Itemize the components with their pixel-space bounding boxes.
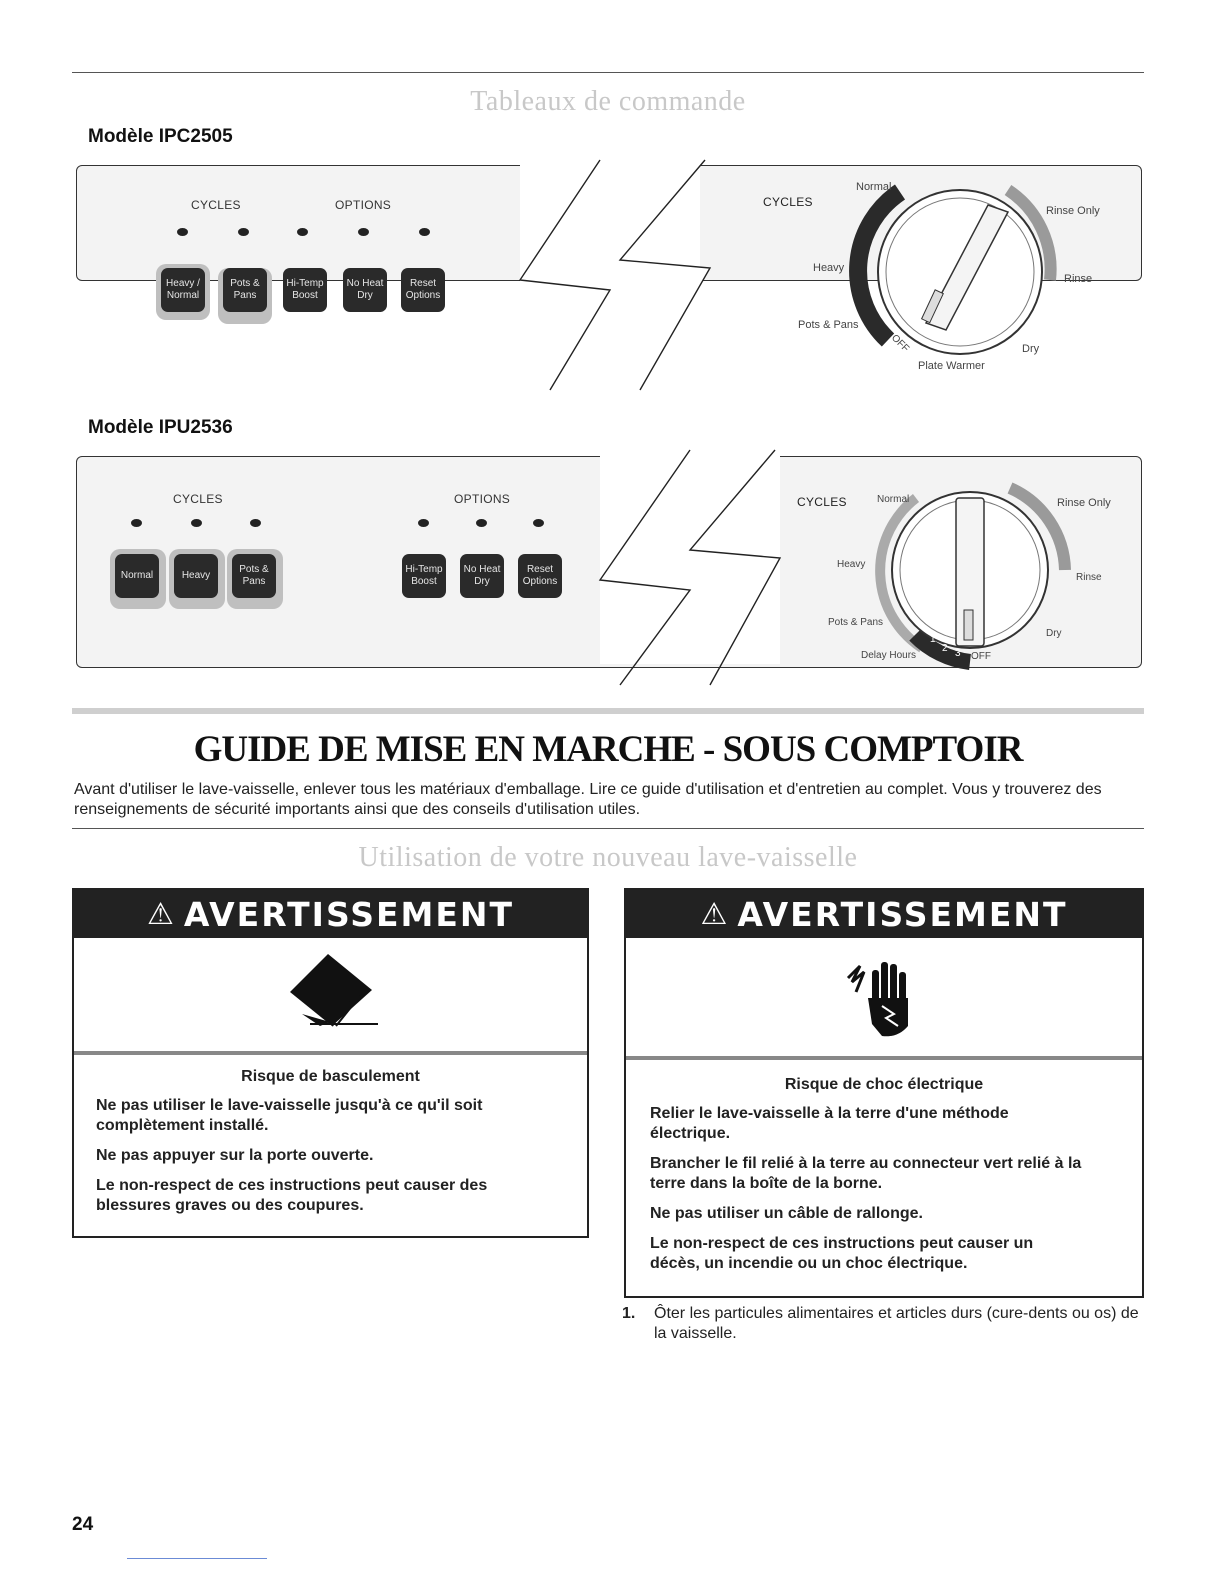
divider-band [72,708,1144,714]
warning-box-tipping [72,888,589,1238]
indicator-light [297,228,308,236]
warning-line: Ne pas appuyer sur la porte ouverte. [96,1147,374,1164]
warning-subtitle: Risque de choc électrique [784,1076,984,1093]
break-mark-ipu2536 [580,440,810,690]
indicator-light [191,519,202,527]
warning-header [626,890,1142,938]
options-label: OPTIONS [454,492,511,506]
warning-line: Ne pas utiliser le lave-vaisselle jusqu'à ce qu'il soit complètement installé. [96,1097,483,1134]
electric-shock-hand-icon [838,948,928,1048]
dial-position-label: Rinse Only [1046,205,1100,217]
delay-hour-number: 2 [942,643,948,654]
dial-position-label: Heavy [837,559,866,570]
dial-position-label: Pots & Pans [798,319,859,331]
warning-triangle-icon: ⚠ [146,896,176,932]
section-rule [72,828,1144,829]
warning-box-electric [624,888,1144,1298]
dial-position-label: Rinse [1064,273,1093,285]
step-number: 1. [622,1305,636,1322]
delay-hour-number: 1 [930,634,936,645]
cycle-dial-ipc2505[interactable] [838,170,1068,370]
warning-line: Le non-respect de ces instructions peut causer des blessures graves ou des coupures. [96,1177,488,1214]
warning-line: Relier le lave-vaisselle à la terre d'une méthode électrique. [650,1105,1009,1142]
indicator-light [358,228,369,236]
warning-header-label: AVERTISSEMENT [737,894,1068,934]
model-label-ipc2505: Modèle IPC2505 [88,126,233,147]
dial-position-label: Pots & Pans [828,617,884,628]
break-mark-ipc2505 [500,150,730,400]
top-rule [72,72,1144,73]
tipping-dishwasher-icon [280,952,390,1040]
hi-temp-boost-button[interactable]: Hi-Temp Boost [283,268,327,312]
warning-line: Le non-respect de ces instructions peut causer un décès, un incendie ou un choc électrique. [650,1235,1034,1272]
warning-line: Brancher le fil relié à la terre au connecteur vert relié à la terre dans la boîte de la borne. [650,1155,1082,1192]
dial-position-label: Heavy [813,262,845,274]
pots-pans-button[interactable]: Pots & Pans [223,268,267,312]
indicator-light [177,228,188,236]
dial-off-label: OFF [889,332,911,355]
warning-header-label: AVERTISSEMENT [183,894,515,934]
reset-options-button[interactable]: Reset Options [518,554,562,598]
pots-pans-button[interactable]: Pots & Pans [232,554,276,598]
no-heat-dry-button[interactable]: No Heat Dry [343,268,387,312]
dial-position-label: Dry [1022,343,1040,355]
warning-subtitle: Risque de basculement [241,1068,420,1085]
dial-position-label: Normal [877,494,910,505]
heavy-normal-button[interactable]: Heavy / Normal [161,268,205,312]
warning-body [74,1068,587,1226]
step-text: Ôter les particules alimentaires et articles durs (cure-dents ou os) de la vaisselle. [654,1305,1139,1342]
page-number: 24 [72,1514,94,1535]
dial-off-label: OFF [971,651,991,662]
section-title-controls: Tableaux de commande [470,86,746,117]
warning-icon-area [626,938,1142,1060]
dial-position-label: Delay Hours [861,650,917,661]
indicator-light [250,519,261,527]
page-title: GUIDE DE MISE EN MARCHE - SOUS COMPTOIR [193,729,1023,770]
footer-line [127,1558,267,1559]
indicator-light [238,228,249,236]
cycles-label: CYCLES [191,198,241,212]
no-heat-dry-button[interactable]: No Heat Dry [460,554,504,598]
heavy-button[interactable]: Heavy [174,554,218,598]
delay-hour-number: 3 [955,648,961,659]
dial-cycles-label: CYCLES [797,495,847,509]
indicator-light [131,519,142,527]
warning-body [626,1076,1142,1284]
indicator-light [533,519,544,527]
dial-position-label: Plate Warmer [918,360,985,372]
dial-position-label: Dry [1046,628,1062,639]
cycles-label: CYCLES [173,492,223,506]
dial-cycles-label: CYCLES [763,195,813,209]
dial-position-label: Rinse [1076,572,1102,583]
warning-triangle-icon: ⚠ [700,896,730,932]
dial-position-label: Rinse Only [1057,497,1111,509]
model-label-ipu2536: Modèle IPU2536 [88,417,233,438]
section-title-usage: Utilisation de votre nouveau lave-vaisselle [358,842,858,873]
options-label: OPTIONS [335,198,392,212]
hi-temp-boost-button[interactable]: Hi-Temp Boost [402,554,446,598]
indicator-light [419,228,430,236]
warning-line: Ne pas utiliser un câble de rallonge. [650,1205,923,1222]
warning-icon-area [74,938,587,1055]
normal-button[interactable]: Normal [115,554,159,598]
reset-options-button[interactable]: Reset Options [401,268,445,312]
indicator-light [418,519,429,527]
intro-paragraph: Avant d'utiliser le lave-vaisselle, enlever tous les matériaux d'emballage. Lire ce guide d'utilisation et d'entretien au complet. Vous y trouverez des renseignements de sécurité importants ainsi que des conseils d'utilisation utiles. [74,781,1102,818]
warning-header [74,890,587,938]
step-item [622,1304,1142,1344]
dial-position-label: Normal [856,181,892,193]
indicator-light [476,519,487,527]
